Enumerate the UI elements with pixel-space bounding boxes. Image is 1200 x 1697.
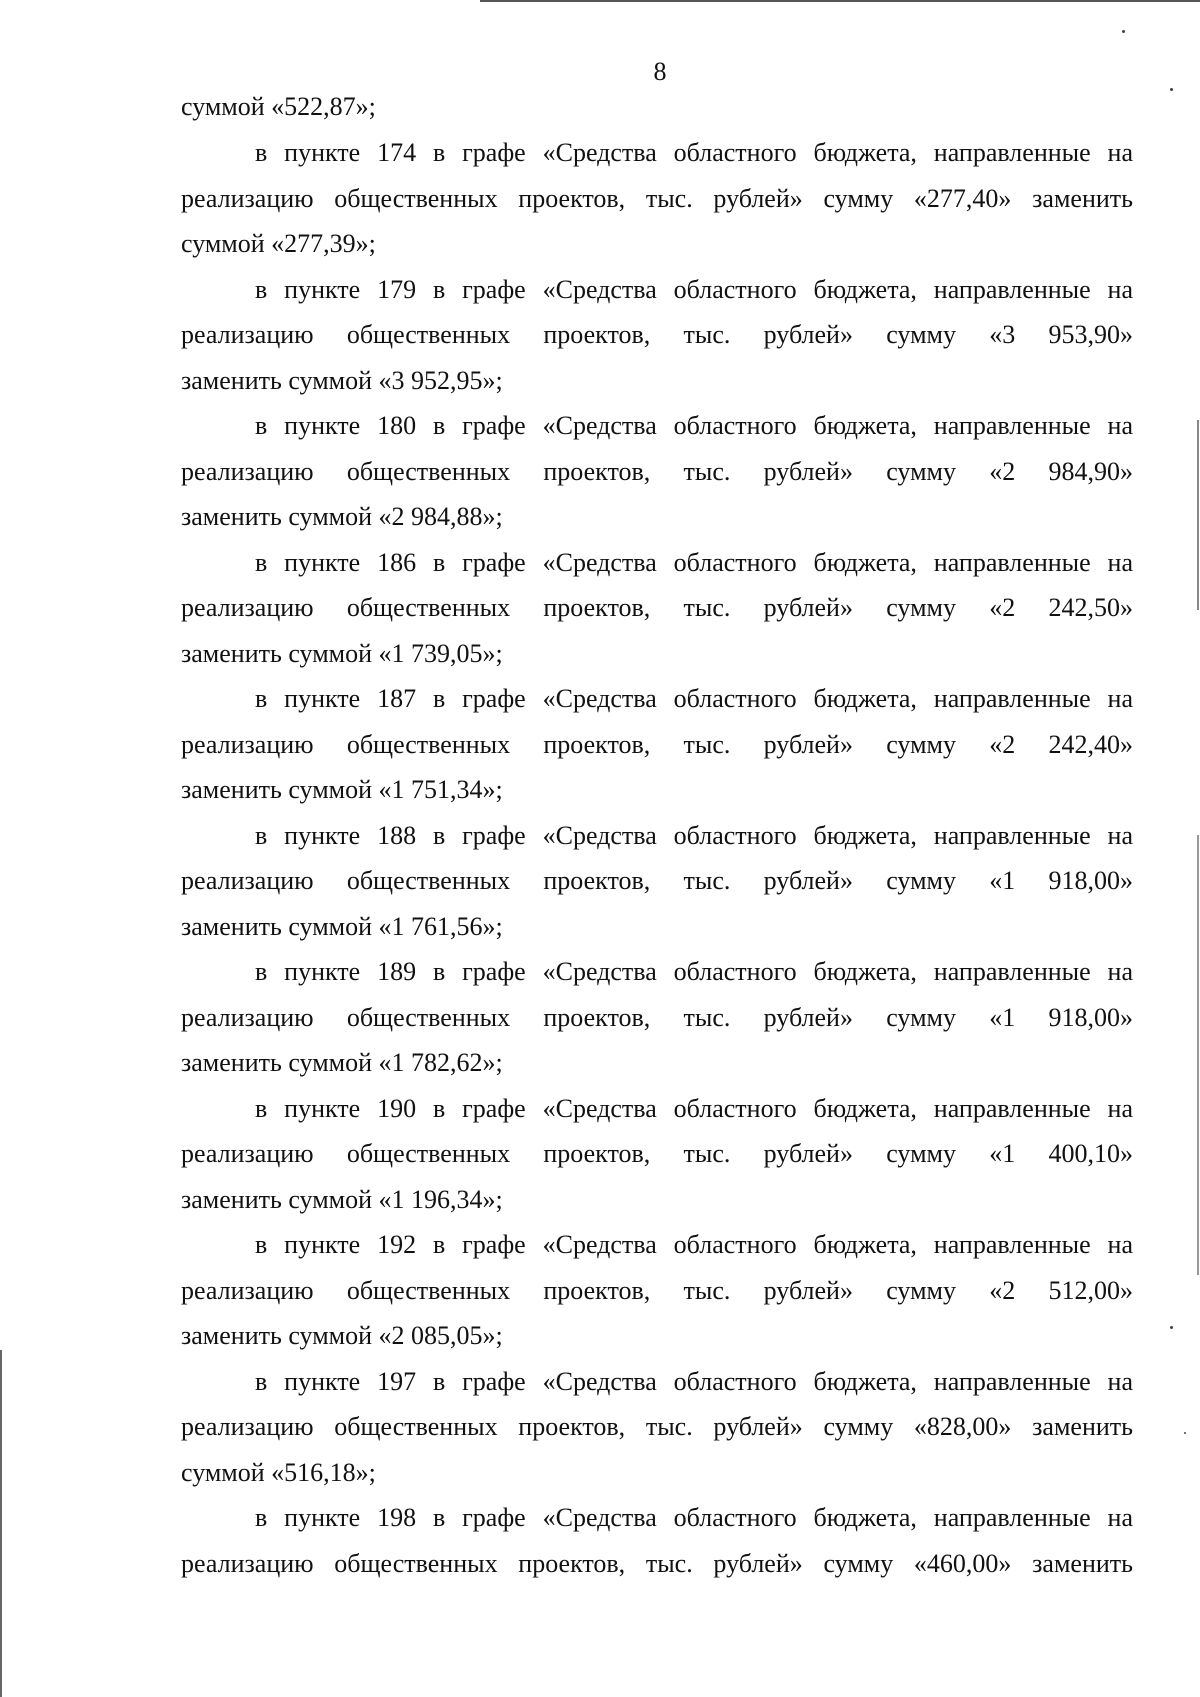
paragraph-line: заменить суммой «1 196,34»; bbox=[181, 1184, 503, 1214]
paragraph-line: реализацию общественных проектов, тыс. рублей» сумму «277,40» заменить bbox=[181, 183, 1133, 213]
paragraph-line: заменить суммой «1 761,56»; bbox=[181, 911, 503, 941]
paragraph-first-line: в пункте 174 в графе «Средства областного бюджета, направленные на bbox=[255, 138, 1133, 167]
page-number: 8 bbox=[653, 57, 667, 86]
scan-edge-top bbox=[480, 0, 1200, 2]
paragraph-line: заменить суммой «1 739,05»; bbox=[181, 638, 503, 668]
paragraph-first-line: в пункте 192 в графе «Средства областного бюджета, направленные на bbox=[255, 1230, 1133, 1259]
paragraph-line: реализацию общественных проектов, тыс. рублей» сумму «1 918,00» bbox=[181, 866, 1133, 895]
paragraph-line: суммой «277,39»; bbox=[181, 229, 376, 258]
amendment-paragraph bbox=[181, 676, 1133, 813]
paragraph-first-line: в пункте 198 в графе «Средства областного бюджета, направленные на bbox=[255, 1503, 1133, 1532]
paragraph-line: заменить суммой «2 085,05»; bbox=[181, 1321, 503, 1350]
amendment-paragraph bbox=[181, 1495, 1133, 1586]
paragraph-first-line: в пункте 179 в графе «Средства областного бюджета, направленные на bbox=[255, 274, 1133, 304]
paragraph-first-line: в пункте 189 в графе «Средства областного бюджета, направленные на bbox=[255, 957, 1133, 986]
amendment-paragraph bbox=[181, 813, 1133, 950]
scan-edge-right-upper bbox=[1197, 420, 1199, 610]
document-body bbox=[181, 84, 1133, 1586]
paragraph-first-line: в пункте 197 в графе «Средства областного бюджета, направленные на bbox=[255, 1366, 1133, 1396]
paragraph-line: суммой «516,18»; bbox=[181, 1457, 376, 1487]
scan-speck bbox=[1184, 1432, 1186, 1434]
paragraph-line: реализацию общественных проектов, тыс. рублей» сумму «2 242,40» bbox=[181, 729, 1133, 759]
scan-speck bbox=[1170, 88, 1173, 91]
paragraph-line: заменить суммой «3 952,95»; bbox=[181, 365, 503, 395]
scan-edge-left bbox=[0, 1350, 2, 1697]
paragraph-line: реализацию общественных проектов, тыс. рублей» сумму «2 984,90» bbox=[181, 456, 1133, 486]
amendment-paragraph bbox=[181, 1086, 1133, 1223]
scan-edge-right-lower bbox=[1197, 835, 1199, 1275]
amendment-paragraph bbox=[181, 403, 1133, 540]
paragraph-line: заменить суммой «1 751,34»; bbox=[181, 775, 503, 804]
opening-line: суммой «522,87»; bbox=[181, 92, 376, 121]
paragraph-line: заменить суммой «1 782,62»; bbox=[181, 1048, 503, 1077]
amendment-paragraph bbox=[181, 949, 1133, 1086]
paragraph-line: реализацию общественных проектов, тыс. рублей» сумму «2 512,00» bbox=[181, 1275, 1133, 1305]
amendment-paragraph bbox=[181, 540, 1133, 677]
paragraph-first-line: в пункте 186 в графе «Средства областного бюджета, направленные на bbox=[255, 547, 1133, 577]
paragraph-line: реализацию общественных проектов, тыс. рублей» сумму «1 918,00» bbox=[181, 1002, 1133, 1032]
paragraph-line: заменить суммой «2 984,88»; bbox=[181, 502, 503, 531]
amendment-paragraph bbox=[181, 1222, 1133, 1359]
paragraph-line: реализацию общественных проектов, тыс. рублей» сумму «828,00» заменить bbox=[181, 1412, 1133, 1441]
amendment-paragraph bbox=[181, 130, 1133, 267]
scan-speck bbox=[1122, 30, 1125, 33]
amendment-paragraph bbox=[181, 1359, 1133, 1496]
paragraph-first-line: в пункте 187 в графе «Средства областного бюджета, направленные на bbox=[255, 684, 1133, 713]
paragraph-first-line: в пункте 190 в графе «Средства областного бюджета, направленные на bbox=[255, 1093, 1133, 1123]
paragraph-line: реализацию общественных проектов, тыс. рублей» сумму «1 400,10» bbox=[181, 1139, 1133, 1168]
paragraph-line: реализацию общественных проектов, тыс. рублей» сумму «3 953,90» bbox=[181, 320, 1133, 349]
amendment-paragraph bbox=[181, 267, 1133, 404]
paragraph-first-line: в пункте 180 в графе «Средства областного бюджета, направленные на bbox=[255, 411, 1133, 440]
paragraph-line: реализацию общественных проектов, тыс. рублей» сумму «460,00» заменить bbox=[181, 1548, 1133, 1578]
paragraph-first-line: в пункте 188 в графе «Средства областного бюджета, направленные на bbox=[255, 820, 1133, 850]
scan-speck bbox=[1170, 1326, 1173, 1329]
paragraph-line: реализацию общественных проектов, тыс. рублей» сумму «2 242,50» bbox=[181, 593, 1133, 622]
